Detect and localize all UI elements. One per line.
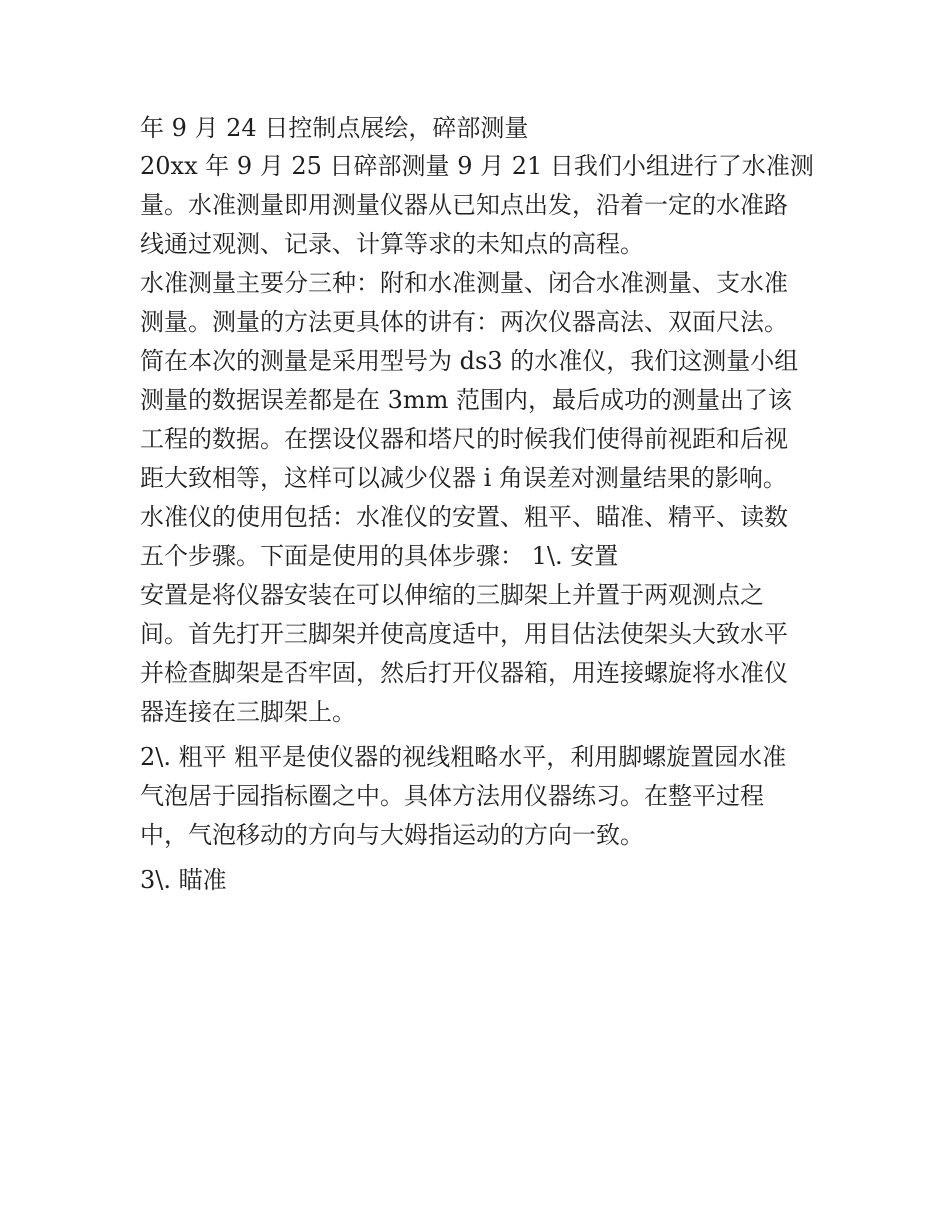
text-line: 安置是将仪器安装在可以伸缩的三脚架上并置于两观测点之 <box>140 581 764 609</box>
text-line: 测量。测量的方法更具体的讲有：两次仪器高法、双面尺法。 <box>140 308 788 336</box>
text-line: 水准测量主要分三种：附和水准测量、闭合水准测量、支水准 <box>140 269 788 297</box>
document-body <box>140 110 830 900</box>
text-line: 测量的数据误差都是在 3mm 范围内，最后成功的测量出了该 <box>140 386 793 414</box>
text-line: 器连接在三脚架上。 <box>140 698 356 726</box>
text-line: 并检查脚架是否牢固，然后打开仪器箱，用连接螺旋将水准仪 <box>140 659 788 687</box>
text-line: 3\. 瞄准 <box>140 866 227 894</box>
text-line: 年 9 月 24 日控制点展绘，碎部测量 <box>140 114 529 142</box>
text-line: 水准仪的使用包括：水准仪的安置、粗平、瞄准、精平、读数 <box>140 503 788 531</box>
text-line: 五个步骤。下面是使用的具体步骤： 1\. 安置 <box>140 542 619 570</box>
text-line: 工程的数据。在摆设仪器和塔尺的时候我们使得前视距和后视 <box>140 425 788 453</box>
text-line: 量。水准测量即用测量仪器从已知点出发，沿着一定的水准路 <box>140 191 788 219</box>
text-line: 间。首先打开三脚架并使高度适中，用目估法使架头大致水平 <box>140 620 788 648</box>
text-line: 气泡居于园指标圈之中。具体方法用仪器练习。在整平过程 <box>140 782 764 810</box>
text-line: 距大致相等，这样可以减少仪器 i 角误差对测量结果的影响。 <box>140 464 787 492</box>
text-line: 中，气泡移动的方向与大姆指运动的方向一致。 <box>140 821 644 849</box>
text-line: 20xx 年 9 月 25 日碎部测量 9 月 21 日我们小组进行了水准测 <box>140 152 814 180</box>
text-line: 简在本次的测量是采用型号为 ds3 的水准仪，我们这测量小组 <box>140 347 799 375</box>
text-line: 线通过观测、记录、计算等求的未知点的高程。 <box>140 230 644 258</box>
text-line: 2\. 粗平 粗平是使仪器的视线粗略水平，利用脚螺旋置园水准 <box>140 743 787 771</box>
